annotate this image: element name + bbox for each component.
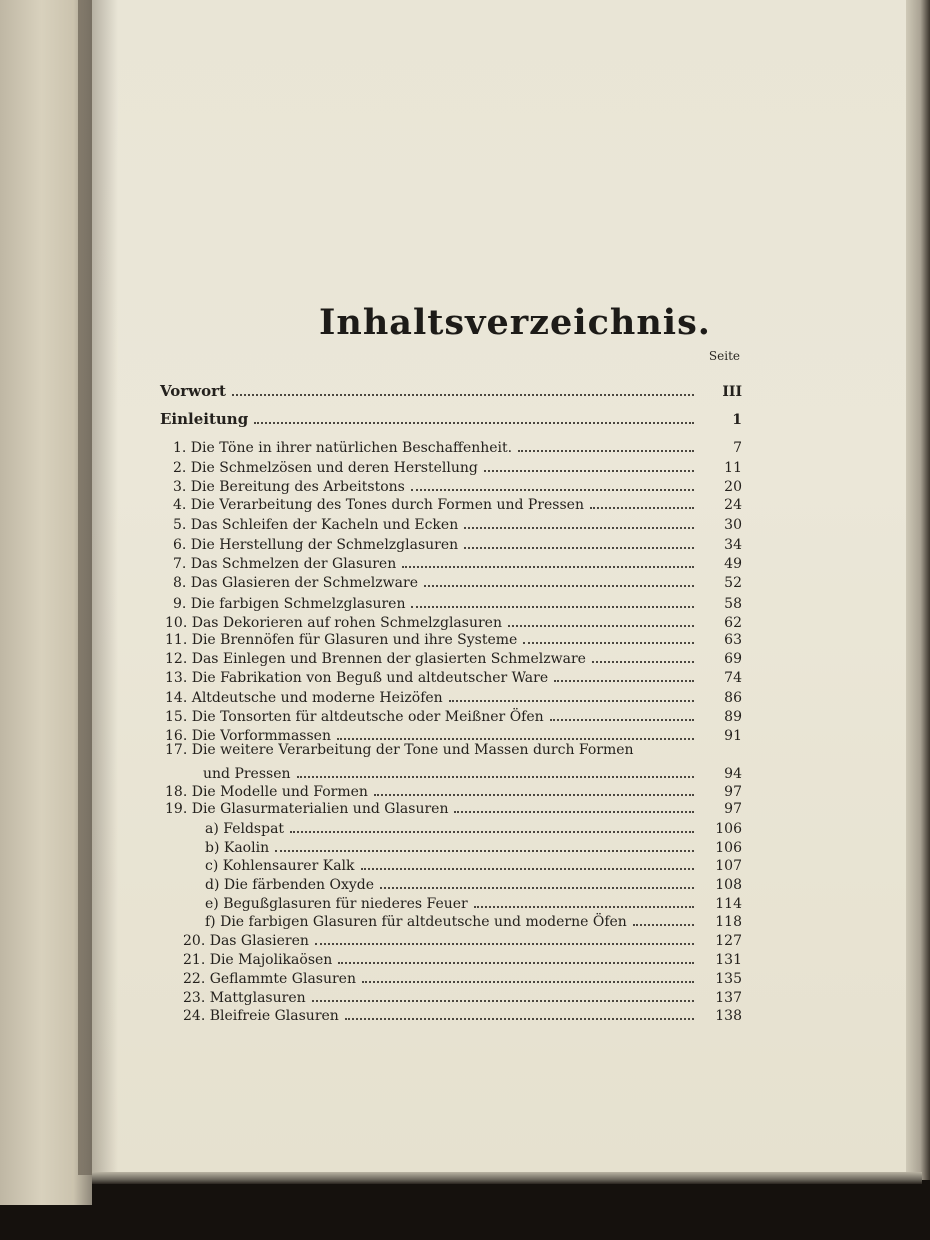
dot-leader: [464, 547, 694, 549]
toc-entry: [183, 1004, 742, 1024]
toc-entry: [173, 436, 742, 456]
toc-entry-label: Vorwort: [160, 382, 226, 400]
toc-entry-label: Einleitung: [160, 410, 249, 428]
toc-entry: [165, 628, 742, 648]
toc-page-number: 138: [715, 1008, 742, 1024]
toc-entry: [165, 686, 742, 706]
dot-leader: [518, 450, 694, 452]
toc-entry-label: 12. Das Einlegen und Brennen der glasierten Schmelzware: [165, 651, 586, 667]
dot-leader: [411, 489, 694, 491]
dot-leader: [508, 625, 694, 627]
toc-entry-label: 3. Die Bereitung des Arbeitstons: [173, 479, 405, 495]
toc-entry: [205, 892, 742, 912]
toc-page-number: 20: [724, 479, 742, 495]
page-title: Inhaltsverzeichnis.: [319, 302, 711, 343]
toc-entry-line1: 17. Die weitere Verarbeitung der Tone und Massen durch Formen: [165, 742, 634, 758]
toc-entry-label: 5. Das Schleifen der Kacheln und Ecken: [173, 517, 459, 533]
dot-leader: [454, 811, 694, 813]
toc-entry: [173, 456, 742, 476]
toc-page-number: 114: [715, 896, 742, 912]
toc-page-number: 97: [724, 784, 742, 800]
dot-leader: [380, 887, 694, 889]
toc-entry: [205, 873, 742, 893]
dot-leader: [550, 719, 694, 721]
toc-page-number: 1: [732, 412, 742, 428]
toc-page-number: 58: [724, 596, 742, 612]
toc-page-number: 69: [724, 651, 742, 667]
toc-entry: [160, 380, 742, 400]
dot-leader: [590, 507, 694, 509]
toc-entry-label: 10. Das Dekorieren auf rohen Schmelzglasuren: [165, 615, 502, 631]
toc-entry-label: 7. Das Schmelzen der Glasuren: [173, 556, 397, 572]
toc-page-number: 24: [724, 497, 742, 513]
dot-leader: [474, 906, 694, 908]
toc-entry: [160, 408, 742, 428]
toc-entry-label: 22. Geflammte Glasuren: [183, 971, 356, 987]
toc-entry-label: b) Kaolin: [205, 840, 270, 856]
dot-leader: [424, 585, 694, 587]
toc-entry-label: 24. Bleifreie Glasuren: [183, 1008, 339, 1024]
page-edge: [906, 0, 930, 1180]
toc-entry-label: 8. Das Glasieren der Schmelzware: [173, 575, 418, 591]
dot-leader: [337, 738, 694, 740]
dot-leader: [633, 924, 694, 926]
toc-page-number: 107: [715, 858, 742, 874]
toc-entry: [183, 967, 742, 987]
toc-entry: [205, 854, 742, 874]
dot-leader: [275, 850, 694, 852]
toc-entry: [205, 817, 742, 837]
toc-entry-label: 9. Die farbigen Schmelzglasuren: [173, 596, 406, 612]
toc-page-number: 74: [724, 670, 742, 686]
dot-leader: [411, 606, 694, 608]
toc-page-number: 97: [724, 801, 742, 817]
toc-entry: [205, 836, 742, 856]
toc-entry-label: 14. Altdeutsche und moderne Heizöfen: [165, 690, 443, 706]
dot-leader: [361, 868, 695, 870]
toc-entry-label: 16. Die Vorformmassen: [165, 728, 331, 744]
dot-leader: [345, 1018, 694, 1020]
toc-entry: [165, 724, 742, 744]
toc-entry: [173, 571, 742, 591]
dot-leader: [312, 1000, 694, 1002]
toc-page-number: 86: [724, 690, 742, 706]
dot-leader: [402, 566, 694, 568]
dot-leader: [523, 642, 694, 644]
toc-page-number: 52: [724, 575, 742, 591]
toc-entry-label: 15. Die Tonsorten für altdeutsche oder Meißner Öfen: [165, 709, 544, 725]
toc-page-number: 11: [724, 460, 742, 476]
toc-entry-label: 18. Die Modelle und Formen: [165, 784, 368, 800]
toc-page-number: 127: [715, 933, 742, 949]
toc-page-number: 135: [715, 971, 742, 987]
dot-leader: [338, 962, 694, 964]
bottom-edge: [92, 1172, 922, 1184]
toc-entry: [173, 493, 742, 513]
toc-entry: [173, 552, 742, 572]
dot-leader: [449, 700, 694, 702]
toc-page-number: 137: [715, 990, 742, 1006]
toc-page-number: 91: [724, 728, 742, 744]
dot-leader: [484, 470, 694, 472]
toc-entry-label: d) Die färbenden Oxyde: [205, 877, 375, 893]
toc-entry-label: und Pressen: [203, 766, 291, 782]
toc-page-number: III: [722, 384, 742, 400]
toc-page-number: 94: [724, 766, 742, 782]
toc-entry: [173, 475, 742, 495]
toc-page-number: 63: [724, 632, 742, 648]
toc-entry-label: 4. Die Verarbeitung des Tones durch Formen und Pressen: [173, 497, 584, 513]
toc-page-number: 49: [724, 556, 742, 572]
dot-leader: [374, 794, 694, 796]
toc-entry: [165, 666, 742, 686]
toc-entry-label: a) Feldspat: [205, 821, 285, 837]
toc-page-number: 30: [724, 517, 742, 533]
toc-page-number: 7: [733, 440, 742, 456]
toc-page-number: 34: [724, 537, 742, 553]
toc-entry-label: 2. Die Schmelzösen und deren Herstellung: [173, 460, 478, 476]
toc-entry-label: 19. Die Glasurmaterialien und Glasuren: [165, 801, 449, 817]
toc-entry-label: 13. Die Fabrikation von Beguß und altdeutscher Ware: [165, 670, 549, 686]
dot-leader: [290, 831, 694, 833]
toc-entry-label: c) Kohlensaurer Kalk: [205, 858, 355, 874]
toc-page-number: 62: [724, 615, 742, 631]
dot-leader: [554, 680, 694, 682]
toc-page-number: 118: [715, 914, 742, 930]
toc-entry-label: 21. Die Majolikaösen: [183, 952, 333, 968]
toc-entry: [173, 513, 742, 533]
toc-page-number: 131: [715, 952, 742, 968]
toc-entry-label: f) Die farbigen Glasuren für altdeutsche und moderne Öfen: [205, 914, 627, 930]
toc-entry: [173, 592, 742, 612]
dot-leader: [315, 943, 694, 945]
dot-leader: [464, 527, 694, 529]
dot-leader: [254, 422, 694, 424]
toc-entry: [165, 647, 742, 667]
toc-entry: [183, 948, 742, 968]
dot-leader: [297, 776, 694, 778]
toc-entry: [173, 533, 742, 553]
toc-entry-label: 20. Das Glasieren: [183, 933, 309, 949]
toc-entry-label: 11. Die Brennöfen für Glasuren und ihre Systeme: [165, 632, 518, 648]
toc-entry-label: 1. Die Töne in ihrer natürlichen Beschaffenheit.: [173, 440, 513, 456]
toc-page-number: 106: [715, 840, 742, 856]
page-column-header: Seite: [708, 349, 740, 363]
toc-entry-label: e) Begußglasuren für niederes Feuer: [205, 896, 468, 912]
toc-page-number: 106: [715, 821, 742, 837]
toc-entry: [205, 910, 742, 930]
toc-entry: [203, 762, 742, 782]
toc-page-number: 89: [724, 709, 742, 725]
toc-entry: [165, 797, 742, 817]
toc-entry: [183, 929, 742, 949]
toc-entry-label: 23. Mattglasuren: [183, 990, 306, 1006]
toc-entry: [183, 986, 742, 1006]
dot-leader: [232, 394, 694, 396]
toc-page-number: 108: [715, 877, 742, 893]
toc-entry-label: 6. Die Herstellung der Schmelzglasuren: [173, 537, 459, 553]
dot-leader: [362, 981, 694, 983]
toc-entry: [165, 705, 742, 725]
gutter-shadow: [78, 0, 118, 1175]
dot-leader: [592, 661, 694, 663]
